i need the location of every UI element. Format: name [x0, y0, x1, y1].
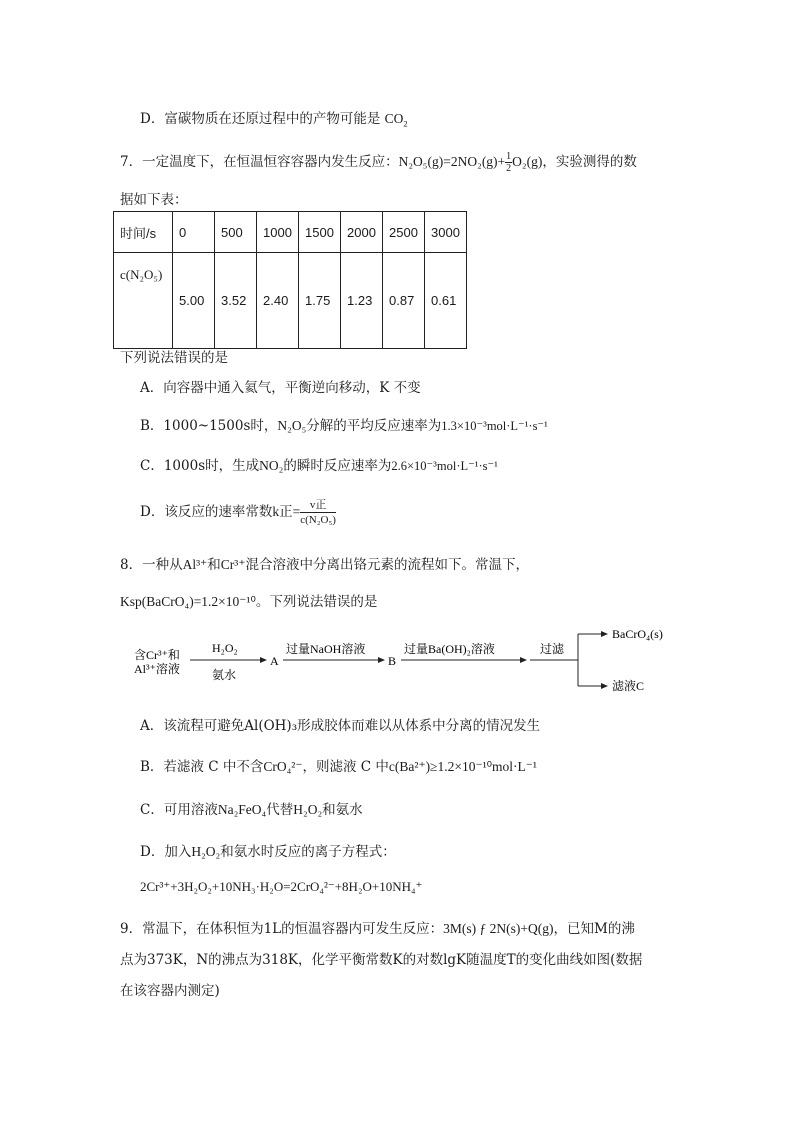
q9-line1-a: 常温下，在体积恒为1L的恒温容器内可发生反应：	[142, 921, 444, 937]
q7-question: 下列说法错误的是	[120, 350, 228, 366]
table-row-label: c(N₂O₅)	[114, 253, 173, 349]
table-value-cell: 1.75	[299, 253, 341, 349]
q9-number: 9．	[120, 921, 143, 937]
q8-option-c-a: 可用溶液	[163, 802, 218, 818]
flow-arrowhead-top	[601, 631, 608, 637]
q8-option-b-cond: c(Ba²⁺)≥1.2×10⁻¹⁰mol·L⁻¹	[388, 759, 537, 774]
q8-ksp: Ksp(BaCrO₄)=1.2×10⁻¹⁰	[120, 594, 256, 609]
table-value-cell: 5.00	[173, 253, 215, 349]
flow-node-b: B	[388, 654, 397, 668]
q8-option-a: A．该流程可避免Al(OH)₃形成胶体而难以从体系中分离的情况发生	[140, 718, 541, 734]
q7-option-d	[140, 498, 336, 527]
q8-flow-diagram	[120, 622, 680, 702]
flow-out-bottom: 滤液C	[612, 679, 645, 693]
q7-option-c-a: 1000s时，生成	[163, 458, 260, 474]
q7-option-a: A．向容器中通入氦气，平衡逆向移动，K 不变	[140, 380, 421, 396]
flow-arrowhead-2	[378, 657, 385, 663]
q8-al-ion: Al³⁺	[182, 557, 208, 572]
q8-equation: 2Cr³⁺+3H₂O₂+10NH₃·H₂O=2CrO₄²⁻+8H₂O+10NH₄⁺	[140, 879, 423, 894]
q7-option-d-k: k正=	[272, 504, 301, 519]
q8-option-c	[140, 798, 363, 818]
q8-option-d-h2o2: H₂O₂	[191, 844, 221, 859]
flow-arrow1-bottom: 氨水	[212, 668, 237, 682]
q8-option-d-a: 加入	[164, 844, 192, 860]
table-value-cell: 3.52	[215, 253, 257, 349]
flow-arrowhead-bottom	[601, 683, 608, 689]
q6-option-d-formula: $CO_2$	[384, 111, 408, 129]
q8-number: 8．	[120, 557, 143, 573]
q7-option-b-rate: 1.3×10⁻³mol·L⁻¹·s⁻¹	[441, 419, 548, 433]
q8-option-c-b: 代替	[266, 802, 294, 818]
q7-option-c-b: 的瞬时反应速率为	[283, 458, 392, 474]
q8-option-c-h2o2: H₂O₂	[293, 802, 323, 817]
flow-arrow1-top: H₂O₂	[212, 641, 238, 655]
q7-stem-a: 一定温度下，在恒温恒容容器内发生反应：	[142, 154, 399, 170]
q9-line3: 在该容器内测定)	[120, 983, 220, 999]
table-header-label: 时间/s	[114, 212, 173, 253]
q8-option-b	[140, 755, 537, 775]
q7-option-b-a: 1000~1500s时，	[163, 418, 278, 434]
q7-option-d-label: D．	[140, 504, 165, 520]
flow-node-a: A	[270, 654, 279, 668]
q7-stem-line1	[120, 150, 637, 174]
q8-option-b-a: 若滤液 C 中不含	[163, 759, 264, 775]
q7-stem-b: ，实验测得的数	[542, 154, 637, 170]
q8-stem-c: 。下列说法错误的是	[255, 594, 378, 610]
q8-stem-line2	[120, 590, 377, 610]
table-value-row	[114, 253, 467, 349]
q6-option-d-text: 富碳物质在还原过程中的产物可能是	[164, 111, 381, 127]
q9-equation: 3M(s) ƒ 2N(s)+Q(g)	[443, 921, 554, 936]
table-time-cell: 0	[173, 212, 215, 253]
q7-option-c	[140, 454, 498, 474]
q8-option-d-b: 和氨水时反应的离子方程式：	[220, 844, 396, 860]
q8-stem-line1	[120, 553, 529, 573]
q9-line1	[120, 917, 635, 937]
table-value-cell: 0.61	[425, 253, 467, 349]
q7-number: 7．	[120, 154, 143, 170]
table-time-cell: 2500	[383, 212, 425, 253]
q8-option-d-label: D．	[140, 844, 165, 860]
q7-data-table	[113, 211, 467, 349]
q9-line2: 点为373K，N的沸点为318K，化学平衡常数K的对数lgK随温度T的变化曲线如图(数据	[120, 952, 643, 968]
q7-stem-line2: 据如下表：	[120, 192, 188, 208]
table-time-cell: 1000	[257, 212, 299, 253]
q7-option-c-formula: NO₂	[259, 458, 284, 473]
table-header-row	[114, 212, 467, 253]
q7-option-d-fraction: $\frac{\text{v正}}{\text{c(N₂O₅)}}$	[300, 499, 336, 526]
q8-option-d	[140, 840, 396, 860]
flow-out-top: BaCrO₄(s)	[612, 627, 663, 641]
q7-option-d-a: 该反应的速率常数	[164, 504, 273, 520]
q7-reaction-b: O₂(g)	[512, 154, 543, 169]
flow-filter-label: 过滤	[540, 642, 565, 656]
q7-option-b-b: 分解的平均反应速率为	[306, 418, 442, 434]
q8-option-c-c: 和氨水	[322, 802, 363, 818]
q7-option-b	[140, 414, 548, 434]
flow-start-line1: 含Cr³⁺和	[134, 648, 180, 662]
q6-option-d	[140, 107, 408, 127]
q7-option-b-formula: N₂O₅	[277, 418, 307, 433]
table-time-cell: 1500	[299, 212, 341, 253]
table-value-cell: 2.40	[257, 253, 299, 349]
table-time-cell: 3000	[425, 212, 467, 253]
q8-option-c-label: C．	[140, 802, 164, 818]
q6-option-d-label: D．	[140, 111, 165, 127]
table-value-cell: 0.87	[383, 253, 425, 349]
q8-stem-and: 和	[207, 557, 221, 573]
q8-option-c-formula: Na₂FeO₄	[217, 802, 267, 817]
q8-cr-ion: Cr³⁺	[220, 557, 246, 572]
q8-option-b-ion: CrO₄²⁻	[263, 759, 303, 774]
flow-arrowhead-3	[520, 657, 527, 663]
table-time-cell: 500	[215, 212, 257, 253]
flow-arrow3-top: 过量Ba(OH)₂溶液	[404, 642, 495, 656]
q8-option-b-label: B．	[140, 759, 164, 775]
flow-arrowhead-1	[260, 657, 267, 663]
q9-line1-b: ，已知M的沸	[553, 921, 635, 937]
q8-stem-b: 混合溶液中分离出铬元素的流程如下。常温下，	[245, 557, 529, 573]
q7-reaction-a: N₂O₅(g)=2NO₂(g)+	[398, 154, 506, 169]
q8-stem-a: 一种从	[142, 557, 183, 573]
table-time-cell: 2000	[341, 212, 383, 253]
q7-option-c-rate: 2.6×10⁻³mol·L⁻¹·s⁻¹	[391, 459, 498, 473]
flow-arrow2-top: 过量NaOH溶液	[286, 642, 366, 656]
flow-start-line2: Al³⁺溶液	[134, 662, 180, 676]
q7-option-b-label: B．	[140, 418, 164, 434]
q8-option-b-b: ，则滤液 C 中	[302, 759, 389, 775]
table-value-cell: 1.23	[341, 253, 383, 349]
q7-option-c-label: C．	[140, 458, 164, 474]
q7-fraction: $\frac{1}{2}$	[506, 151, 512, 174]
